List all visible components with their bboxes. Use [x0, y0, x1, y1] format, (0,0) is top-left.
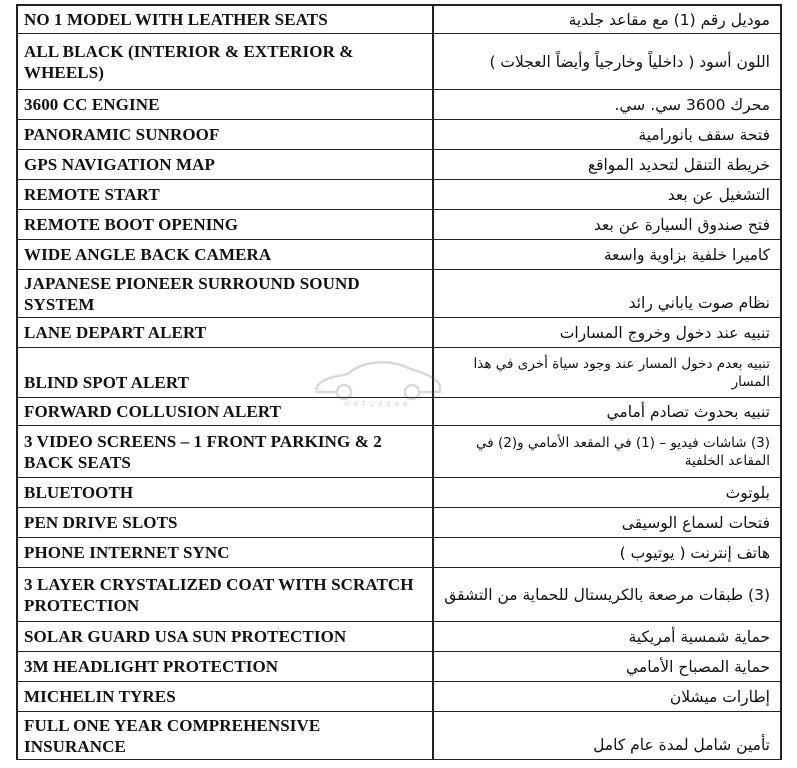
table-row [18, 538, 782, 568]
feature-english [18, 478, 434, 507]
feature-arabic [434, 398, 782, 425]
feature-english [18, 180, 434, 209]
feature-arabic-text: تأمين شامل لمدة عام كامل [593, 736, 770, 754]
feature-arabic [434, 90, 782, 119]
watermark-text: HATLA2EE [344, 400, 412, 408]
table-row [18, 210, 782, 240]
feature-english [18, 682, 434, 711]
feature-english [18, 712, 434, 759]
feature-english-text: ALL BLACK (INTERIOR & EXTERIOR & WHEELS) [24, 41, 354, 82]
feature-english-text: FORWARD COLLUSION ALERT [24, 402, 282, 421]
table-row [18, 568, 782, 622]
table-row [18, 6, 782, 34]
feature-english [18, 150, 434, 179]
feature-english [18, 508, 434, 537]
feature-arabic [434, 622, 782, 651]
table-row [18, 90, 782, 120]
feature-arabic-text: التشغيل عن بعد [667, 185, 770, 204]
feature-english [18, 318, 434, 347]
feature-arabic [434, 478, 782, 507]
feature-english-text: PHONE INTERNET SYNC [24, 543, 230, 562]
feature-arabic-text: إطارات ميشلان [669, 687, 770, 706]
feature-arabic-text: فتحة سقف بانورامية [638, 125, 770, 144]
feature-arabic [434, 508, 782, 537]
table-row [18, 652, 782, 682]
table-row [18, 120, 782, 150]
table-row [18, 150, 782, 180]
feature-english [18, 6, 434, 33]
feature-arabic-text: تنبيه عند دخول وخروج المسارات [559, 323, 770, 342]
feature-english-text: PEN DRIVE SLOTS [24, 513, 178, 532]
feature-arabic-text: اللون أسود ( داخلياً وخارجياً وأيضاً العجلات ) [489, 52, 770, 71]
feature-arabic-text: حماية شمسية أمريكية [628, 627, 770, 646]
features-table [16, 4, 782, 760]
table-row [18, 682, 782, 712]
feature-english-text: REMOTE BOOT OPENING [24, 215, 239, 234]
feature-arabic [434, 426, 782, 477]
feature-english-text: PANORAMIC SUNROOF [24, 125, 220, 144]
feature-arabic [434, 210, 782, 239]
feature-arabic [434, 150, 782, 179]
table-row [18, 34, 782, 90]
table-row [18, 508, 782, 538]
feature-arabic [434, 180, 782, 209]
feature-english-text: REMOTE START [24, 185, 160, 204]
feature-arabic [434, 682, 782, 711]
feature-english-text: 3 VIDEO SCREENS – 1 FRONT PARKING & 2 BACK SEATS [24, 431, 382, 472]
feature-arabic [434, 348, 782, 397]
feature-english [18, 538, 434, 567]
feature-arabic [434, 318, 782, 347]
table-row [18, 398, 782, 426]
table-row [18, 622, 782, 652]
feature-arabic [434, 652, 782, 681]
feature-english-text: WIDE ANGLE BACK CAMERA [24, 245, 272, 264]
feature-english [18, 270, 434, 317]
feature-arabic [434, 240, 782, 269]
feature-english-text: NO 1 MODEL WITH LEATHER SEATS [24, 10, 328, 29]
feature-arabic [434, 712, 782, 759]
feature-english [18, 652, 434, 681]
feature-arabic-text: بلوتوث [725, 483, 770, 502]
feature-arabic [434, 270, 782, 317]
feature-english [18, 622, 434, 651]
feature-english [18, 34, 434, 89]
feature-arabic-text: تنبيه بحدوث تصادم أمامي [606, 402, 770, 421]
feature-english-text: 3M HEADLIGHT PROTECTION [24, 657, 279, 676]
feature-english [18, 90, 434, 119]
feature-arabic-text: (3) طبقات مرصعة بالكريستال للحماية من التشقق [444, 585, 770, 604]
feature-arabic-text: موديل رقم (1) مع مقاعد جلدية [568, 10, 770, 29]
table-row [18, 712, 782, 760]
feature-english-text: MICHELIN TYRES [24, 687, 176, 706]
table-row [18, 478, 782, 508]
table-row [18, 240, 782, 270]
feature-english-text: SOLAR GUARD USA SUN PROTECTION [24, 627, 347, 646]
feature-english-text: 3 LAYER CRYSTALIZED COAT WITH SCRATCH PROTECTION [24, 574, 414, 615]
feature-english [18, 120, 434, 149]
feature-english [18, 348, 434, 397]
feature-english [18, 568, 434, 621]
feature-arabic-text: تنبيه بعدم دخول المسار عند وجود سياة أخرى في هذا المسار [473, 355, 770, 390]
feature-english [18, 398, 434, 425]
feature-arabic-text: كاميرا خلفية بزاوية واسعة [603, 245, 770, 264]
feature-english [18, 240, 434, 269]
feature-arabic [434, 568, 782, 621]
feature-english-text: FULL ONE YEAR COMPREHENSIVE INSURANCE [24, 715, 321, 756]
feature-arabic [434, 6, 782, 33]
feature-english [18, 426, 434, 477]
table-row [18, 318, 782, 348]
feature-arabic-text: فتحات لسماع الوسيقى [621, 513, 770, 532]
feature-english-text: JAPANESE PIONEER SURROUND SOUND SYSTEM [24, 273, 360, 314]
feature-arabic-text: محرك 3600 سي. سي. [614, 95, 770, 114]
feature-arabic-text: نظام صوت ياباني رائد [628, 294, 770, 312]
table-row [18, 426, 782, 478]
feature-english-text: GPS NAVIGATION MAP [24, 155, 216, 174]
table-row [18, 348, 782, 398]
feature-arabic [434, 34, 782, 89]
feature-english-text: LANE DEPART ALERT [24, 323, 207, 342]
table-row [18, 180, 782, 210]
feature-arabic-text: هاتف إنترنت ( يوتيوب ) [619, 543, 770, 562]
feature-english-text: 3600 CC ENGINE [24, 95, 160, 114]
feature-arabic [434, 120, 782, 149]
table-row [18, 270, 782, 318]
feature-arabic-text: (3) شاشات فيديو – (1) في المقعد الأمامي و(2) في المقاعد الخلفية [476, 434, 770, 469]
feature-arabic-text: خريطة التنقل لتحديد المواقع [587, 155, 770, 174]
feature-arabic-text: حماية المصباح الأمامي [626, 657, 770, 676]
feature-arabic-text: فتح صندوق السيارة عن بعد [593, 215, 770, 234]
feature-arabic [434, 538, 782, 567]
feature-english-text: BLUETOOTH [24, 483, 134, 502]
feature-english [18, 210, 434, 239]
feature-english-text: BLIND SPOT ALERT [24, 373, 190, 392]
